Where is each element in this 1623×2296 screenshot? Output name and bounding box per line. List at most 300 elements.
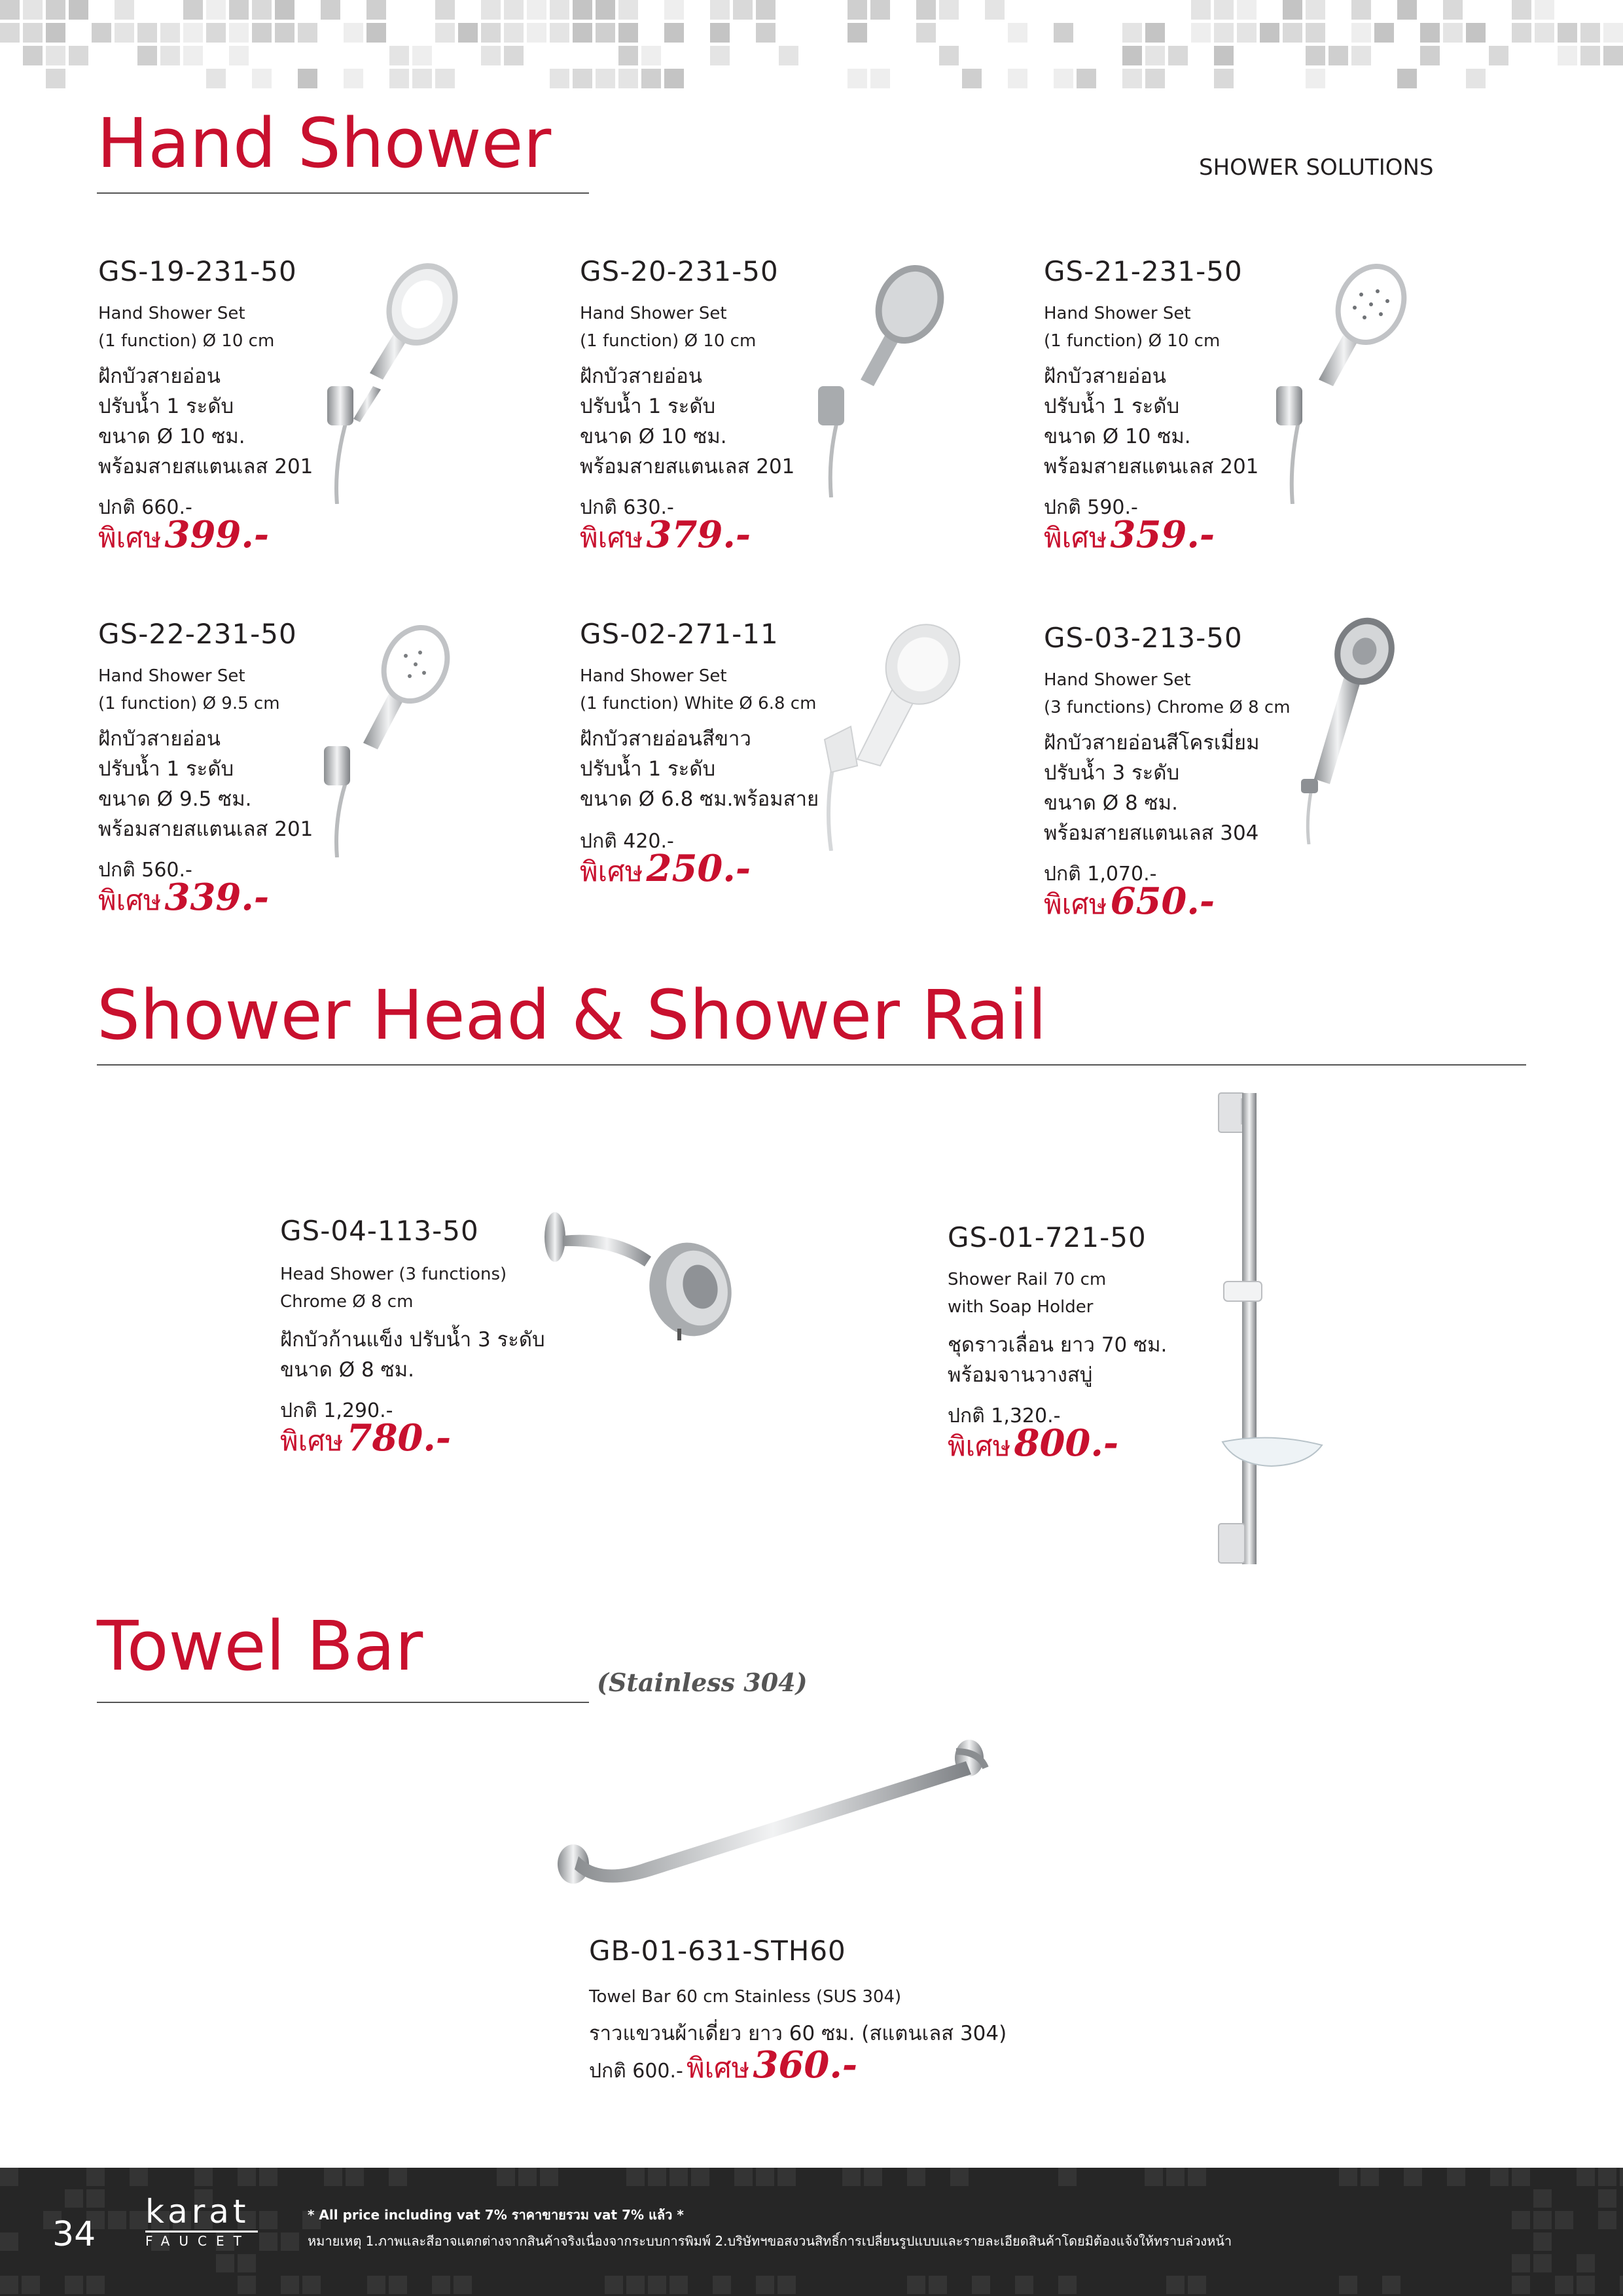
footer-tile xyxy=(22,2276,40,2294)
mosaic-tile xyxy=(275,0,294,20)
footer-tile xyxy=(1512,2211,1530,2229)
mosaic-tile xyxy=(596,69,615,88)
footer-tile xyxy=(648,2168,666,2186)
footer-tile xyxy=(65,2189,83,2208)
hand-shower-image xyxy=(1296,609,1407,844)
mosaic-tile xyxy=(1558,23,1577,43)
mosaic-tile xyxy=(664,69,684,88)
mosaic-tile xyxy=(550,23,569,43)
mosaic-tile xyxy=(252,23,272,43)
footer-tile xyxy=(950,2168,969,2186)
mosaic-tile xyxy=(1374,23,1394,43)
mosaic-tile xyxy=(481,46,501,65)
footer-tile xyxy=(130,2168,148,2186)
mosaic-tile xyxy=(344,69,363,88)
mosaic-tile xyxy=(870,69,890,88)
footer-tile xyxy=(0,2276,18,2294)
product-desc-th: ฝักบัวสายอ่อน xyxy=(98,727,221,751)
mosaic-tile xyxy=(1054,69,1073,88)
footer-tile xyxy=(1404,2168,1422,2186)
special-value: 399.- xyxy=(164,513,270,556)
mosaic-tile xyxy=(847,23,867,43)
footer-tile xyxy=(367,2276,385,2294)
mosaic-tile xyxy=(23,46,43,65)
mosaic-tile xyxy=(1420,46,1440,65)
mosaic-tile xyxy=(366,0,386,20)
mosaic-tile xyxy=(1466,69,1486,88)
product-desc-th: ราวแขวนผ้าเดี่ยว ยาว 60 ซม. (สแตนเลส 304) xyxy=(589,2022,1007,2045)
special-value: 379.- xyxy=(646,513,751,556)
mosaic-tile xyxy=(1306,0,1325,20)
footer-tile xyxy=(648,2276,666,2294)
mosaic-tile xyxy=(1443,0,1463,20)
mosaic-tile xyxy=(1397,0,1417,20)
footer-tile xyxy=(0,2233,18,2251)
mosaic-tile xyxy=(252,69,272,88)
product-desc-th: ปรับน้ำ 1 ระดับ xyxy=(1044,395,1180,418)
product-desc-th: พร้อมสายสแตนเลส 201 xyxy=(98,455,313,478)
brand-logo-text: karat xyxy=(145,2193,250,2231)
special-label: พิเศษ xyxy=(580,855,643,888)
product-spec-en: with Soap Holder xyxy=(948,1297,1094,1317)
mosaic-tile xyxy=(1535,0,1554,20)
hand-shower-image xyxy=(1263,255,1420,504)
section-title-hand-shower: Hand Shower xyxy=(97,103,552,183)
mosaic-tile xyxy=(344,23,363,43)
mosaic-tile xyxy=(46,46,65,65)
mosaic-tile xyxy=(275,23,294,43)
product-name-en: Hand Shower Set xyxy=(580,666,727,686)
product-code: GS-04-113-50 xyxy=(280,1215,479,1247)
special-price xyxy=(280,1416,451,1463)
footer-tile xyxy=(1533,2254,1552,2272)
special-price xyxy=(1044,513,1215,560)
mosaic-tile xyxy=(985,0,1005,20)
footer-tile xyxy=(669,2168,688,2186)
footer-tile xyxy=(907,2168,925,2186)
mosaic-tile xyxy=(1214,69,1234,88)
mosaic-tile xyxy=(1512,23,1531,43)
footer-tile xyxy=(238,2254,256,2272)
normal-price: ปกติ 420.- xyxy=(580,830,674,853)
hand-shower-image xyxy=(308,255,465,504)
mosaic-tile xyxy=(664,0,684,20)
footer-tile xyxy=(1339,2276,1357,2294)
mosaic-tile xyxy=(458,23,478,43)
mosaic-tile xyxy=(1351,23,1371,43)
mosaic-tile xyxy=(618,69,638,88)
mosaic-tile xyxy=(412,46,432,65)
product-desc-th: ขนาด Ø 10 ซม. xyxy=(580,425,727,448)
special-value: 250.- xyxy=(646,847,751,890)
mosaic-tile xyxy=(435,23,455,43)
footer-tile xyxy=(194,2168,213,2186)
mosaic-tile xyxy=(710,46,730,65)
hand-shower-image xyxy=(308,615,465,857)
product-spec-en: (1 function) White Ø 6.8 cm xyxy=(580,694,817,713)
product-desc-th: ขนาด Ø 6.8 ซม.พร้อมสาย xyxy=(580,787,819,811)
mosaic-tile xyxy=(504,23,524,43)
footer-tile xyxy=(281,2233,299,2251)
product-code: GB-01-631-STH60 xyxy=(589,1935,846,1967)
footer-tile xyxy=(1533,2189,1552,2208)
normal-price: ปกติ 1,070.- xyxy=(1044,863,1157,886)
mosaic-tile xyxy=(1535,23,1554,43)
footer-tile xyxy=(259,2168,277,2186)
product-name-en: Hand Shower Set xyxy=(1044,670,1191,690)
mosaic-tile xyxy=(733,0,753,20)
special-label: พิเศษ xyxy=(686,2052,750,2084)
special-label: พิเศษ xyxy=(1044,522,1107,554)
footer-tile xyxy=(1339,2168,1357,2186)
mosaic-tile xyxy=(1214,0,1234,20)
footer-tile xyxy=(669,2276,688,2294)
mosaic-tile xyxy=(664,23,684,43)
mosaic-tile xyxy=(23,23,43,43)
footer-tile xyxy=(1577,2254,1595,2272)
mosaic-tile xyxy=(46,69,65,88)
mosaic-tile xyxy=(596,23,615,43)
footer-tile xyxy=(86,2276,105,2294)
special-value: 800.- xyxy=(1014,1422,1119,1465)
mosaic-tile xyxy=(46,23,65,43)
mosaic-tile xyxy=(1580,23,1600,43)
product-spec-en: (1 function) Ø 10 cm xyxy=(580,331,757,351)
mosaic-tile xyxy=(1512,0,1531,20)
footer-tile xyxy=(0,2168,18,2186)
mosaic-tile xyxy=(1122,46,1142,65)
footer-tile xyxy=(518,2168,537,2186)
normal-price: ปกติ 1,320.- xyxy=(948,1405,1061,1427)
footer-tile xyxy=(777,2276,796,2294)
mosaic-tile xyxy=(1122,69,1142,88)
mosaic-tile xyxy=(916,0,936,20)
mosaic-tile xyxy=(618,23,638,43)
mosaic-tile xyxy=(504,0,524,20)
vat-note: * All price including vat 7% ราคาขายรวม vat 7% แล้ว * xyxy=(308,2207,684,2223)
product-desc-th: ฝักบัวสายอ่อน xyxy=(580,365,702,388)
footer-tile xyxy=(86,2168,105,2186)
mosaic-tile xyxy=(481,23,501,43)
mosaic-tile xyxy=(573,69,592,88)
footer-tile xyxy=(734,2168,753,2186)
footer-tile xyxy=(238,2168,256,2186)
mosaic-tile xyxy=(710,23,730,43)
mosaic-tile xyxy=(1260,23,1279,43)
disclaimer-note: หมายเหตุ 1.ภาพและสีอาจแตกต่างจากสินค้าจริงเนื่องจากระบบการพิมพ์ 2.บริษัทฯขอสงวนสิทธิ์การเปลี่ยนรูปแบบและรายละเอียดสินค้าโดยมิต้องแจ้งให้ทราบล่วงหน้า xyxy=(308,2233,1232,2249)
mosaic-tile xyxy=(1329,46,1348,65)
footer-tile xyxy=(864,2168,882,2186)
footer-tile xyxy=(497,2168,515,2186)
product-desc-th: ปรับน้ำ 1 ระดับ xyxy=(98,395,234,418)
normal-price: ปกติ 1,290.- xyxy=(280,1399,393,1422)
mosaic-tile xyxy=(550,69,569,88)
mosaic-tile xyxy=(916,23,936,43)
special-label: พิเศษ xyxy=(98,884,162,916)
brand-logo-sub: FAUCET xyxy=(145,2231,258,2250)
footer-tile xyxy=(1512,2254,1530,2272)
footer-tile xyxy=(324,2168,342,2186)
mosaic-tile xyxy=(206,23,226,43)
product-code: GS-22-231-50 xyxy=(98,618,297,650)
product-desc-th: ปรับน้ำ 1 ระดับ xyxy=(98,757,234,781)
mosaic-tile xyxy=(573,23,592,43)
product-code: GS-19-231-50 xyxy=(98,255,297,287)
footer-tile xyxy=(1598,2189,1616,2208)
mosaic-tile xyxy=(1580,46,1600,65)
footer-tile xyxy=(756,2168,774,2186)
mosaic-tile xyxy=(527,0,546,20)
footer-tile xyxy=(216,2254,234,2272)
product-desc-th: ปรับน้ำ 3 ระดับ xyxy=(1044,761,1180,785)
mosaic-tile xyxy=(1489,46,1508,65)
footer-tile xyxy=(1620,2276,1623,2294)
footer-tile xyxy=(1015,2276,1033,2294)
section-rule xyxy=(97,1064,1526,1066)
mosaic-tile xyxy=(1466,23,1486,43)
footer-tile xyxy=(1512,2168,1530,2186)
mosaic-tile xyxy=(229,0,249,20)
mosaic-tile xyxy=(137,46,157,65)
footer-tile xyxy=(691,2168,709,2186)
mosaic-tile xyxy=(847,0,867,20)
product-spec-en: (1 function) Ø 10 cm xyxy=(1044,331,1221,351)
footer-tile xyxy=(1577,2168,1595,2186)
product-code: GS-03-213-50 xyxy=(1044,622,1243,654)
mosaic-tile xyxy=(1237,23,1257,43)
footer-tile xyxy=(1188,2276,1206,2294)
mosaic-tile xyxy=(183,0,203,20)
footer-tile xyxy=(756,2276,774,2294)
mosaic-tile xyxy=(504,46,524,65)
product-desc-th: ขนาด Ø 8 ซม. xyxy=(1044,791,1178,815)
section-title-towel-bar: Towel Bar xyxy=(97,1606,423,1686)
product-name-en: Towel Bar 60 cm Stainless (SUS 304) xyxy=(589,1987,902,2007)
product-desc-th: ฝักบัวสายอ่อนสีขาว xyxy=(580,727,751,751)
product-spec-en: (3 functions) Chrome Ø 8 cm xyxy=(1044,698,1291,717)
mosaic-tile xyxy=(1145,69,1165,88)
mosaic-tile xyxy=(366,23,386,43)
mosaic-tile xyxy=(779,46,798,65)
product-desc-th: พร้อมจานวางสบู่ xyxy=(948,1363,1093,1387)
footer-tile xyxy=(1555,2211,1573,2229)
footer-tile xyxy=(972,2276,990,2294)
mosaic-tile xyxy=(939,46,959,65)
mosaic-tile xyxy=(160,46,180,65)
mosaic-tile xyxy=(710,0,730,20)
product-name-en: Hand Shower Set xyxy=(1044,304,1191,323)
category-label: SHOWER SOLUTIONS xyxy=(1199,154,1434,181)
product-desc-th: พร้อมสายสแตนเลส 201 xyxy=(1044,455,1259,478)
footer-tile xyxy=(65,2276,83,2294)
product-spec-en: (1 function) Ø 9.5 cm xyxy=(98,694,280,713)
product-code: GS-21-231-50 xyxy=(1044,255,1243,287)
footer-tile xyxy=(302,2276,321,2294)
product-code: GS-02-271-11 xyxy=(580,618,779,650)
footer-tile xyxy=(346,2168,364,2186)
mosaic-tile xyxy=(1603,23,1623,43)
mosaic-tile xyxy=(229,23,249,43)
special-label: พิเศษ xyxy=(948,1430,1011,1462)
product-desc-th: ฝักบัวสายอ่อน xyxy=(1044,365,1166,388)
footer-tile xyxy=(1555,2276,1573,2294)
mosaic-tile xyxy=(183,23,203,43)
mosaic-tile xyxy=(206,0,226,20)
towel-bar-material-note: (Stainless 304) xyxy=(597,1668,808,1697)
mosaic-tile xyxy=(1191,23,1211,43)
special-label: พิเศษ xyxy=(580,522,643,554)
hand-shower-image xyxy=(812,615,969,851)
footer-tile xyxy=(1188,2168,1206,2186)
product-name-en: Head Shower (3 functions) xyxy=(280,1265,507,1284)
mosaic-tile xyxy=(69,0,88,20)
mosaic-tile xyxy=(596,0,615,20)
product-desc-th: ปรับน้ำ 1 ระดับ xyxy=(580,757,716,781)
mosaic-tile xyxy=(1283,0,1302,20)
head-shower-image xyxy=(537,1198,740,1342)
section-rule xyxy=(97,1702,589,1703)
footer-tile xyxy=(540,2168,558,2186)
product-desc-th: พร้อมสายสแตนเลส 201 xyxy=(98,817,313,841)
mosaic-tile xyxy=(1558,46,1577,65)
mosaic-tile xyxy=(412,69,432,88)
mosaic-tile xyxy=(1351,46,1371,65)
product-name-en: Hand Shower Set xyxy=(98,666,245,686)
mosaic-tile xyxy=(1008,69,1027,88)
footer-tile xyxy=(1058,2276,1077,2294)
footer-tile xyxy=(238,2276,256,2294)
mosaic-tile xyxy=(435,69,455,88)
mosaic-tile xyxy=(1351,0,1371,20)
mosaic-tile xyxy=(298,23,317,43)
special-label: พิเศษ xyxy=(98,522,162,554)
normal-price: ปกติ 560.- xyxy=(98,859,192,882)
section-rule xyxy=(97,192,589,194)
normal-price: ปกติ 590.- xyxy=(1044,496,1138,519)
product-desc-th: ฝักบัวก้านแข็ง ปรับน้ำ 3 ระดับ xyxy=(280,1328,545,1352)
special-value: 359.- xyxy=(1110,513,1215,556)
mosaic-tile xyxy=(1214,46,1234,65)
footer-tile xyxy=(626,2276,645,2294)
normal-price: ปกติ 660.- xyxy=(98,496,192,519)
mosaic-tile xyxy=(1306,46,1325,65)
footer-tile xyxy=(1166,2276,1185,2294)
mosaic-tile xyxy=(46,0,65,20)
footer-tile xyxy=(1166,2168,1185,2186)
mosaic-tile xyxy=(1145,46,1165,65)
mosaic-tile xyxy=(1443,23,1463,43)
product-name-en: Hand Shower Set xyxy=(98,304,245,323)
footer-tile xyxy=(1145,2168,1163,2186)
footer-tile xyxy=(281,2276,299,2294)
footer-tile xyxy=(1447,2168,1465,2186)
special-value: 360.- xyxy=(753,2043,858,2087)
mosaic-tile xyxy=(92,23,111,43)
mosaic-tile xyxy=(1008,23,1027,43)
mosaic-tile xyxy=(183,46,203,65)
mosaic-tile xyxy=(1168,46,1188,65)
towel-bar-image xyxy=(547,1732,1005,1902)
mosaic-tile xyxy=(298,69,317,88)
mosaic-tile xyxy=(847,69,867,88)
mosaic-tile xyxy=(69,46,88,65)
mosaic-tile xyxy=(137,23,157,43)
product-spec-en: Chrome Ø 8 cm xyxy=(280,1292,414,1312)
footer-tile xyxy=(1598,2211,1616,2229)
footer-tile xyxy=(86,2189,105,2208)
mosaic-tile xyxy=(1145,23,1165,43)
mosaic-tile xyxy=(1237,0,1257,20)
mosaic-tile xyxy=(550,0,569,20)
special-price xyxy=(580,847,751,893)
special-label: พิเศษ xyxy=(280,1425,344,1457)
mosaic-tile xyxy=(1054,23,1073,43)
footer-tile xyxy=(389,2276,407,2294)
mosaic-tile xyxy=(229,46,249,65)
footer-tile xyxy=(777,2168,796,2186)
mosaic-tile xyxy=(0,23,20,43)
footer-tile xyxy=(432,2276,450,2294)
mosaic-tile xyxy=(1283,23,1302,43)
special-value: 780.- xyxy=(346,1416,452,1460)
footer-tile xyxy=(929,2276,947,2294)
mosaic-tile xyxy=(1077,69,1096,88)
section-title-head-rail: Shower Head & Shower Rail xyxy=(97,975,1047,1055)
footer-tile xyxy=(108,2211,126,2229)
mosaic-tile xyxy=(1420,23,1440,43)
mosaic-tile xyxy=(870,0,890,20)
product-code: GS-20-231-50 xyxy=(580,255,779,287)
mosaic-tile xyxy=(756,0,776,20)
header-mosaic xyxy=(0,0,1623,92)
mosaic-tile xyxy=(939,0,959,20)
mosaic-tile xyxy=(252,0,272,20)
product-desc-th: ขนาด Ø 9.5 ซม. xyxy=(98,787,252,811)
mosaic-tile xyxy=(389,46,409,65)
product-desc-th: พร้อมสายสแตนเลส 304 xyxy=(1044,821,1259,845)
mosaic-tile xyxy=(1306,69,1325,88)
footer-tile xyxy=(1361,2168,1379,2186)
special-value: 339.- xyxy=(164,876,270,919)
footer-tile xyxy=(626,2168,645,2186)
footer-tile xyxy=(1058,2168,1077,2186)
mosaic-tile xyxy=(618,0,638,20)
footer-tile xyxy=(454,2276,472,2294)
special-price xyxy=(98,513,269,560)
mosaic-tile xyxy=(618,46,638,65)
product-desc-th: ขนาด Ø 8 ซม. xyxy=(280,1358,414,1382)
footer-tile xyxy=(1533,2211,1552,2229)
normal-price: ปกติ 600.- xyxy=(589,2060,683,2083)
product-desc-th: ขนาด Ø 10 ซม. xyxy=(1044,425,1191,448)
mosaic-tile xyxy=(481,0,501,20)
mosaic-tile xyxy=(1397,69,1417,88)
footer-tile xyxy=(1512,2276,1530,2294)
mosaic-tile xyxy=(23,0,43,20)
page-number: 34 xyxy=(52,2215,96,2254)
mosaic-tile xyxy=(641,69,661,88)
mosaic-tile xyxy=(1214,23,1234,43)
footer-tile xyxy=(1490,2168,1508,2186)
mosaic-tile xyxy=(962,69,982,88)
mosaic-tile xyxy=(527,23,546,43)
footer-tile xyxy=(713,2276,731,2294)
footer xyxy=(0,2168,1623,2296)
shower-rail-image xyxy=(1209,1092,1327,1570)
product-code: GS-01-721-50 xyxy=(948,1221,1147,1253)
mosaic-tile xyxy=(0,0,20,20)
footer-tile xyxy=(1382,2276,1400,2294)
